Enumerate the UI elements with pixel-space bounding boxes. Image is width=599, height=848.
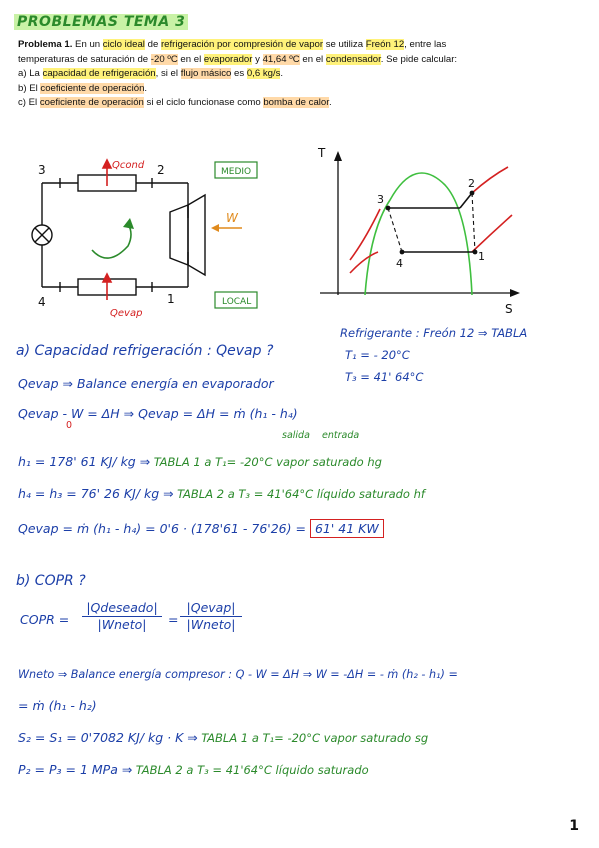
problem-statement <box>18 38 458 111</box>
qevap-label: Qevap <box>110 308 143 319</box>
highlight: Freón 12 <box>365 39 405 50</box>
statement-text: si el ciclo funcionase como <box>143 97 264 108</box>
entrada-label: entrada <box>322 430 360 441</box>
highlight: 41,64 ºC <box>262 53 300 65</box>
result-expression: Qevap = ṁ (h₁ - h₄) = 0'6 · (178'61 - 76'26) = <box>18 521 306 536</box>
p2-value: P₂ = P₃ = 1 MPa ⇒ <box>18 762 133 777</box>
fraction-numerator: |Qevap| <box>180 600 242 617</box>
highlight: capacidad de refrigeración <box>42 68 156 79</box>
statement-text: se utiliza <box>323 39 366 50</box>
medio-label: MEDIO <box>221 167 252 177</box>
cop-label: COPR = <box>20 612 70 627</box>
statement-text: y <box>252 53 263 65</box>
h1-value: h₁ = 178' 61 KJ/ kg ⇒ <box>18 454 151 469</box>
node-1-label: 1 <box>167 292 175 306</box>
statement-text: en el <box>177 53 204 65</box>
axis-s-label: S <box>505 302 513 315</box>
highlight: evaporador <box>203 53 253 65</box>
result-box: 61' 41 KW <box>310 519 384 538</box>
t3-note: T₃ = 41' 64°C <box>345 370 424 384</box>
local-label: LOCAL <box>222 297 252 307</box>
part-a-line-1: Qevap ⇒ Balance energía en evaporador <box>18 376 274 391</box>
wneto-line-1: Wneto ⇒ Balance energía compresor : Q - W = ΔH ⇒ W = -ΔH = - ṁ (h₂ - h₁) = <box>18 668 458 681</box>
point-4-label: 4 <box>396 257 403 270</box>
fraction-numerator: |Qdeseado| <box>82 600 162 617</box>
statement-text: . <box>280 68 284 79</box>
highlight: condensador <box>325 53 381 65</box>
salida-label: salida <box>282 430 310 441</box>
highlight: coeficiente de operación <box>40 82 145 94</box>
statement-text: es <box>231 68 247 79</box>
node-4-label: 4 <box>38 295 46 309</box>
statement-text: a) La <box>18 68 43 79</box>
statement-text: , entre las temperaturas de saturación de <box>18 39 447 65</box>
part-a-heading <box>16 343 273 359</box>
part-b-heading: b) COPR ? <box>16 573 86 589</box>
statement-text: b) El <box>18 82 41 94</box>
cop-fraction-2 <box>180 600 242 632</box>
cycle-diagram <box>20 150 260 330</box>
axis-t-label: T <box>318 146 326 160</box>
equals-sign: = <box>168 612 179 627</box>
point-2-label: 2 <box>468 177 475 190</box>
cop-fraction-1 <box>82 600 162 632</box>
h1-line <box>18 454 382 469</box>
page-number: 1 <box>569 818 579 834</box>
wneto-line-2: = ṁ (h₁ - h₂) <box>18 698 97 713</box>
page-title: PROBLEMAS TEMA 3 <box>14 14 188 30</box>
highlight: 0,6 kg/s <box>246 68 281 79</box>
h1-note: TABLA 1 a T₁= -20°C vapor saturado hg <box>153 455 382 469</box>
statement-text: . <box>328 97 332 108</box>
fraction-denominator: |Wneto| <box>97 617 147 632</box>
s2-value: S₂ = S₁ = 0'7082 KJ/ kg · K ⇒ <box>18 730 198 745</box>
point-3-label: 3 <box>377 193 384 206</box>
highlight: -20 ºC <box>150 53 178 65</box>
highlight: bomba de calor <box>263 97 329 108</box>
h4-note: TABLA 2 a T₃ = 41'64°C líquido saturado hf <box>177 487 425 501</box>
zero-mark: 0 <box>66 420 73 431</box>
node-3-label: 3 <box>38 163 46 177</box>
ts-diagram <box>310 145 530 315</box>
p2-line <box>18 762 369 777</box>
highlight: coeficiente de operación <box>39 97 144 108</box>
refrigerant-note <box>340 326 527 340</box>
h4-line <box>18 486 425 501</box>
t1-note: T₁ = - 20°C <box>345 348 410 362</box>
refrigerant-text: Refrigerante : Freón 12 ⇒ TABLA <box>340 326 528 340</box>
statement-text: de <box>144 39 161 50</box>
problem-label: Problema 1. <box>18 39 73 50</box>
highlight: flujo másico <box>180 68 232 79</box>
point-1-label: 1 <box>478 250 485 263</box>
s2-note: TABLA 1 a T₁= -20°C vapor saturado sg <box>201 731 429 745</box>
result-line <box>18 521 384 536</box>
qcond-label: Qcond <box>112 160 145 171</box>
h4-value: h₄ = h₃ = 76' 26 KJ/ kg ⇒ <box>18 486 174 501</box>
statement-text: . Se pide calcular: <box>380 53 458 65</box>
statement-text: , si el <box>155 68 181 79</box>
part-a-heading-text: a) Capacidad refrigeración : Qevap ? <box>16 343 274 359</box>
node-2-label: 2 <box>157 163 165 177</box>
highlight: refrigeración por compresión de vapor <box>160 39 324 50</box>
statement-text: En un <box>72 39 103 50</box>
w-label: W <box>226 211 238 225</box>
highlight: ciclo ideal <box>102 39 145 50</box>
statement-text: . <box>144 82 148 94</box>
part-a-line-2: Qevap - W = ΔH ⇒ Qevap = ΔH = ṁ (h₁ - h₄) <box>18 406 298 421</box>
p2-note: TABLA 2 a T₃ = 41'64°C líquido saturado <box>135 763 369 777</box>
fraction-denominator: |Wneto| <box>186 617 236 632</box>
statement-text: c) El <box>18 97 40 108</box>
statement-text: en el <box>299 53 326 65</box>
s2-line <box>18 730 428 745</box>
